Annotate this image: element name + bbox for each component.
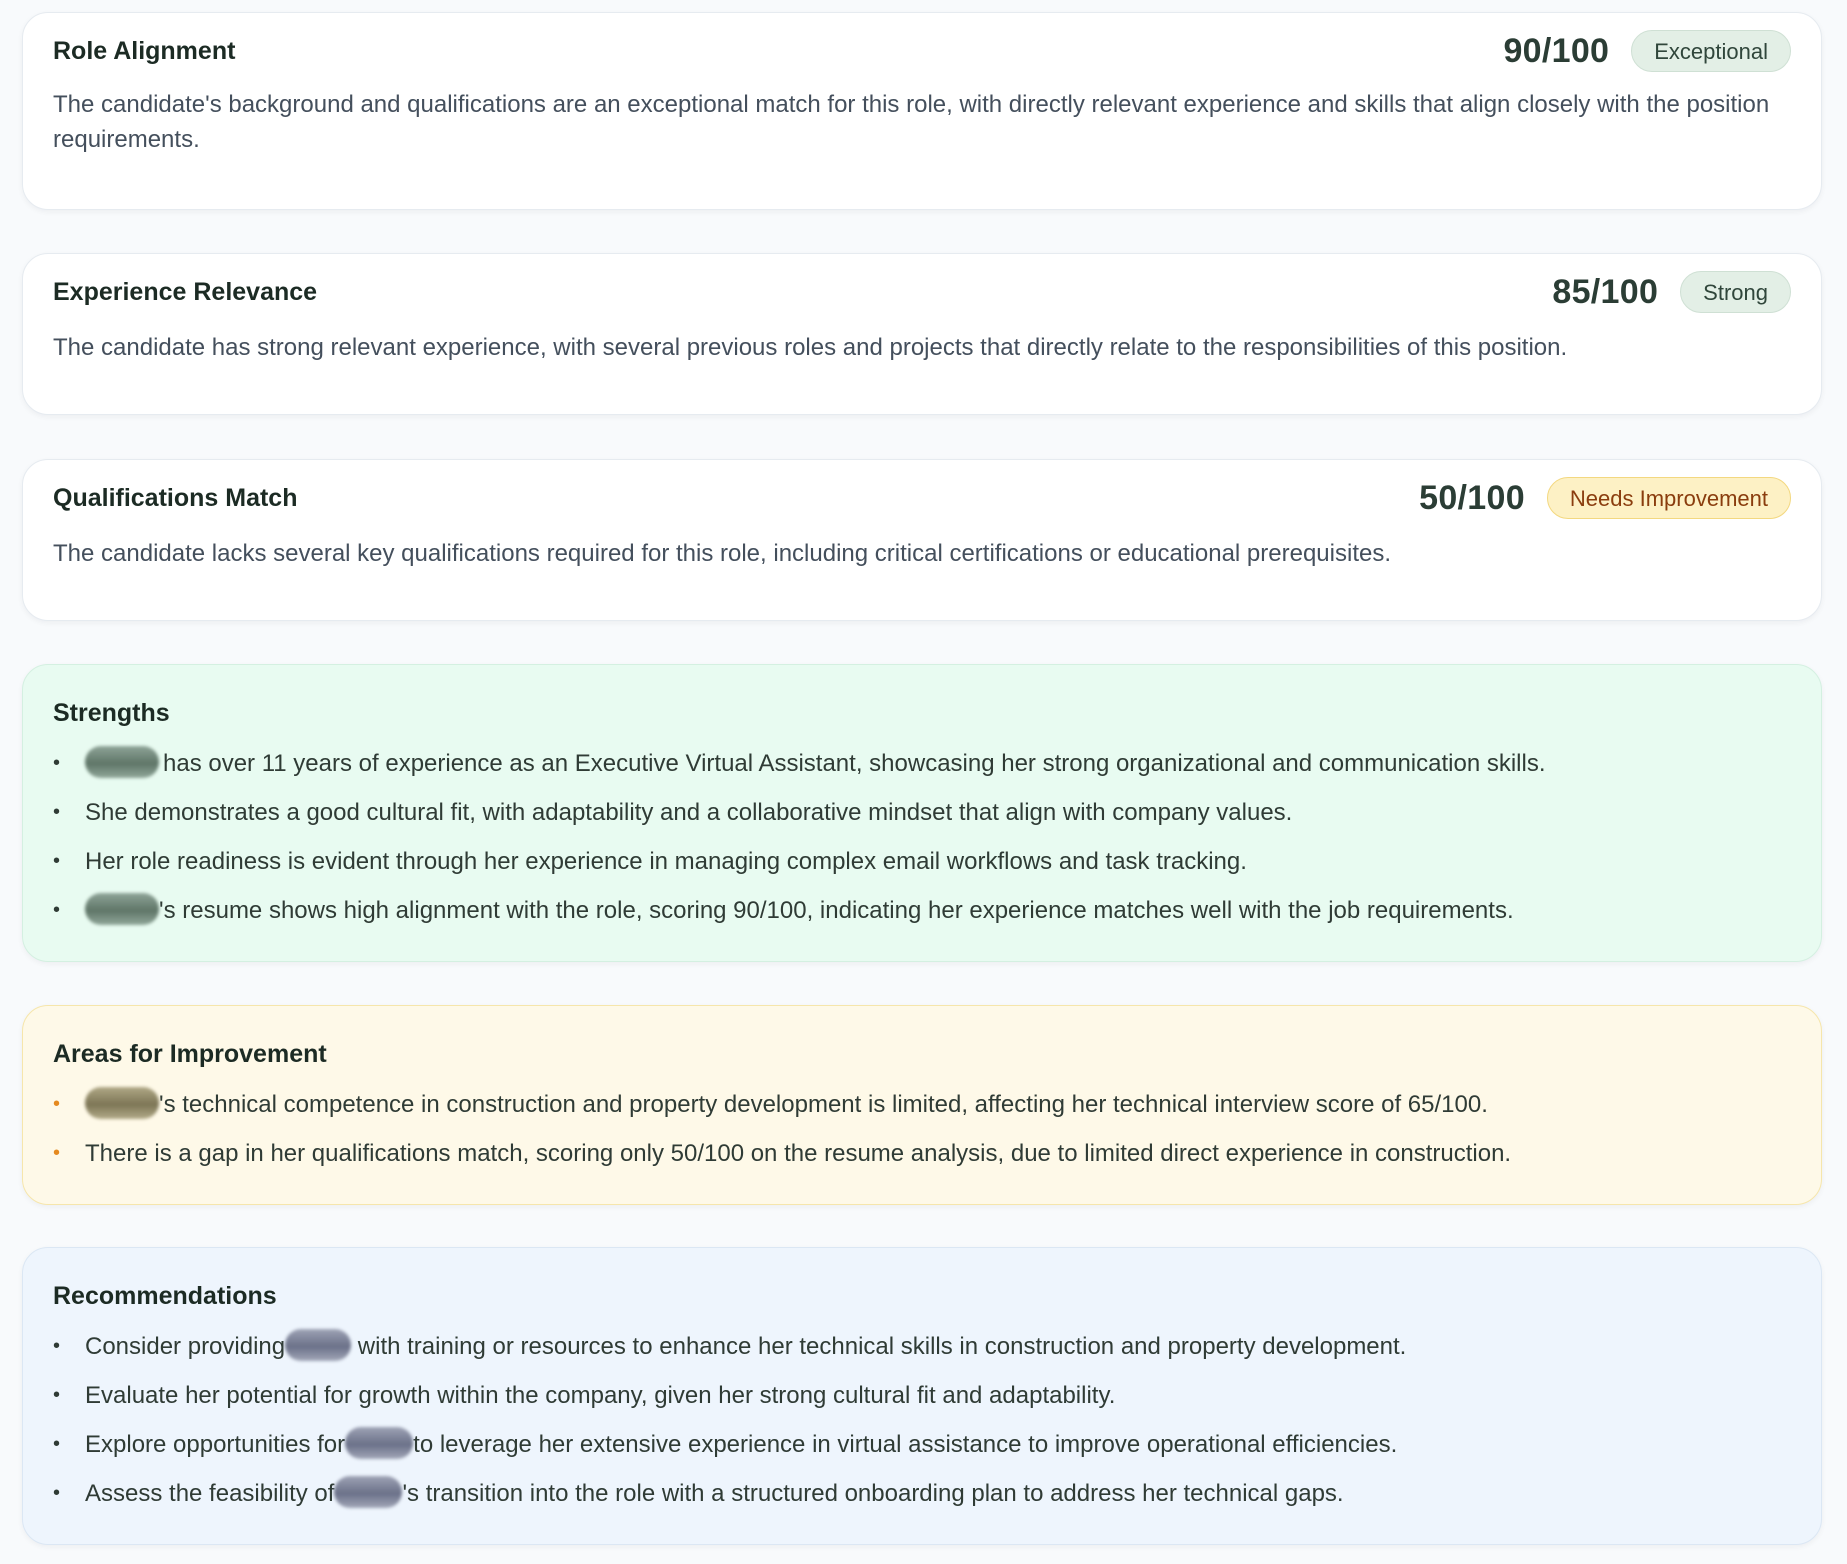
bullet-icon: •	[53, 801, 61, 823]
card-description: The candidate's background and qualifications are an exceptional match for this role, with directly relevant experience and skills that align closely with the position requirements.	[53, 91, 1770, 153]
status-badge: Needs Improvement	[1547, 477, 1791, 519]
item-text: 's resume shows high alignment with the role, scoring 90/100, indicating her experience matches well with the job requirements.	[159, 897, 1514, 924]
list-item	[53, 886, 1791, 935]
experience-relevance-card	[22, 253, 1822, 415]
card-header	[53, 265, 1791, 319]
item-text: Evaluate her potential for growth within the company, given her strong cultural fit and adaptability.	[85, 1382, 1116, 1409]
score-value: 90/100	[1503, 31, 1610, 70]
item-text: with training or resources to enhance her technical skills in construction and property development.	[351, 1333, 1407, 1360]
section-title: Strengths	[53, 699, 170, 727]
redacted-name	[85, 893, 159, 925]
bullet-icon: •	[53, 1093, 61, 1115]
improvement-list	[53, 1080, 1791, 1178]
list-item	[53, 1080, 1791, 1129]
card-description: The candidate has strong relevant experience, with several previous roles and projects that directly relate to the responsibilities of this position.	[53, 334, 1568, 361]
card-description: The candidate lacks several key qualifications required for this role, including critical certifications or educational prerequisites.	[53, 540, 1391, 567]
section-title: Areas for Improvement	[53, 1040, 327, 1068]
bullet-icon: •	[53, 1384, 61, 1406]
bullet-icon: •	[53, 1142, 61, 1164]
strengths-list	[53, 739, 1791, 935]
card-header	[53, 471, 1791, 525]
item-text: Consider providing	[85, 1333, 286, 1360]
role-alignment-card	[22, 12, 1822, 210]
list-item	[53, 1129, 1791, 1178]
item-text: 's transition into the role with a structured onboarding plan to address her technical gaps.	[402, 1480, 1344, 1507]
score-group	[1503, 30, 1791, 72]
bullet-icon: •	[53, 899, 61, 921]
score-group	[1552, 271, 1791, 313]
bullet-icon: •	[53, 1335, 61, 1357]
qualifications-match-card	[22, 459, 1822, 621]
recommendations-list	[53, 1322, 1791, 1518]
list-item	[53, 837, 1791, 886]
redacted-name	[85, 1087, 159, 1119]
list-item	[53, 739, 1791, 788]
card-title: Role Alignment	[53, 36, 236, 65]
item-text: 's technical competence in construction and property development is limited, affecting her technical interview score of 65/100.	[159, 1091, 1488, 1118]
section-title: Recommendations	[53, 1282, 277, 1310]
item-text: There is a gap in her qualifications match, scoring only 50/100 on the resume analysis, due to limited direct experience in construction.	[85, 1140, 1512, 1167]
bullet-icon: •	[53, 1482, 61, 1504]
score-value: 85/100	[1552, 272, 1659, 311]
item-text: Assess the feasibility of	[85, 1480, 335, 1507]
score-value: 50/100	[1419, 478, 1525, 517]
bullet-icon: •	[53, 850, 61, 872]
score-group	[1419, 477, 1791, 519]
item-text: has over 11 years of experience as an Executive Virtual Assistant, showcasing her strong organizational and communication skills.	[163, 750, 1546, 777]
recommendations-card	[22, 1247, 1822, 1545]
list-item	[53, 1420, 1791, 1469]
strengths-card	[22, 664, 1822, 962]
status-badge: Exceptional	[1631, 30, 1791, 72]
redacted-name	[334, 1476, 402, 1508]
improvement-card	[22, 1005, 1822, 1205]
status-badge: Strong	[1680, 271, 1791, 313]
redacted-name	[85, 746, 159, 778]
bullet-icon: •	[53, 1433, 61, 1455]
card-header	[53, 24, 1791, 78]
redacted-name	[285, 1329, 351, 1361]
item-text: Explore opportunities for	[85, 1431, 346, 1458]
list-item	[53, 1322, 1791, 1371]
item-text: She demonstrates a good cultural fit, with adaptability and a collaborative mindset that align with company values.	[85, 799, 1293, 826]
bullet-icon: •	[53, 752, 61, 774]
item-text: Her role readiness is evident through her experience in managing complex email workflows and task tracking.	[85, 848, 1247, 875]
list-item	[53, 1469, 1791, 1518]
list-item	[53, 1371, 1791, 1420]
card-title: Qualifications Match	[53, 483, 298, 512]
list-item	[53, 788, 1791, 837]
redacted-name	[345, 1427, 413, 1459]
card-title: Experience Relevance	[53, 277, 318, 306]
item-text: to leverage her extensive experience in virtual assistance to improve operational efficiencies.	[413, 1431, 1398, 1458]
